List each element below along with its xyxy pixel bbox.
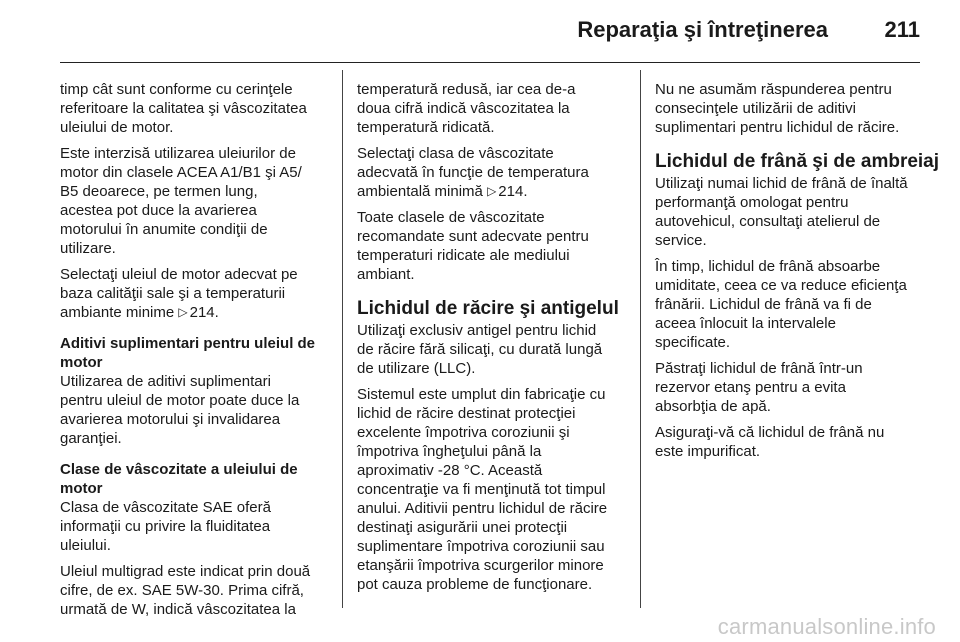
section-heading: Lichidul de frână şi de ambreiaj xyxy=(655,151,940,172)
paragraph: Nu ne asumăm răspunderea pentru consecinţele utilizării de aditivi suplimentari pentru lichidul de răcire. xyxy=(655,81,900,136)
paragraph: Utilizaţi numai lichid de frână de înaltă performanţă omologat pentru autovehicul, consultaţi atelierul de service. xyxy=(655,175,908,249)
paragraph: Utilizarea de aditivi suplimentari pentru uleiul de motor poate duce la avarierea motorului şi invalidarea garanţiei. xyxy=(60,373,300,447)
paragraph: Utilizaţi exclusiv antigel pentru lichid de răcire fără silicaţi, cu durată lungă de utilizare (LLC). xyxy=(357,322,603,377)
paragraph: Toate clasele de vâscozitate recomandate sunt adecvate pentru temperaturi ridicate ale mediului ambiant. xyxy=(357,209,589,283)
section-subheading: Aditivi suplimentari pentru uleiul de motor xyxy=(60,335,316,371)
column-divider xyxy=(342,70,343,608)
page-reference-link[interactable]: 214. xyxy=(189,304,219,321)
paragraph: Clasa de vâscozitate SAE oferă informaţii cu privire la fluiditatea uleiului. xyxy=(60,499,271,554)
page-header xyxy=(60,0,920,63)
paragraph xyxy=(60,265,332,322)
paragraph: Asiguraţi-vă că lichidul de frână nu este impurificat. xyxy=(655,424,885,460)
arrow-reference-icon: ▷ xyxy=(487,184,497,198)
paragraph: În timp, lichidul de frână absoarbe umiditate, ceea ce va reduce eficienţa frânării. Lichidul de frână va fi de aceea înlocuit la intervalele specificate. xyxy=(655,258,907,351)
page-title: Reparaţia şi întreţinerea xyxy=(577,17,828,42)
paragraph-text: Selectaţi clasa de vâscozitate adecvată în funcţie de temperatura ambientală minimă xyxy=(357,145,589,200)
column-3 xyxy=(655,80,950,468)
paragraph: Păstraţi lichidul de frână într-un rezervor etanş pentru a evita absorbţia de apă. xyxy=(655,360,863,415)
column-1 xyxy=(60,80,332,626)
paragraph: Sistemul este umplut din fabricaţie cu lichid de răcire destinat protecţiei excelente împotriva coroziunii şi împotriva îngheţului până la aproximativ -28 °C. Această concentraţie va fi menţinută tot timpul anului. Aditivii pentru lichidul de răcire destinaţi asigurării unei protecţii suplimentare împotriva coroziunii sau etanşării împotriva scurgerilor minore pot cauza probleme de funcţionare. xyxy=(357,386,608,593)
watermark: carmanualsonline.info xyxy=(717,614,936,639)
column-divider xyxy=(640,70,641,608)
paragraph: Uleiul multigrad este indicat prin două cifre, de ex. SAE 5W-30. Prima cifră, urmată de W, indică vâscozitatea la xyxy=(60,563,311,618)
paragraph: timp cât sunt conforme cu cerinţele referitoare la calitatea şi vâscozitatea uleiului de motor. xyxy=(60,81,307,136)
section-heading: Lichidul de răcire şi antigelul xyxy=(357,298,619,319)
paragraph-text: Selectaţi uleiul de motor adecvat pe baza calităţii sale şi a temperaturii ambiante minime xyxy=(60,266,298,321)
section-subheading: Clase de vâscozitate a uleiului de motor xyxy=(60,461,298,497)
paragraph: Este interzisă utilizarea uleiurilor de motor din clasele ACEA A1/B1 şi A5/ B5 deoarece, pe termen lung, acestea pot duce la avarierea motorului în anumite condiţii de utilizare. xyxy=(60,145,302,257)
paragraph: temperatură redusă, iar cea de-a doua cifră indică vâscozitatea la temperatură ridicată. xyxy=(357,81,576,136)
column-2 xyxy=(357,80,629,601)
paragraph xyxy=(357,144,629,201)
arrow-reference-icon: ▷ xyxy=(178,305,188,319)
page-number: 211 xyxy=(884,17,920,42)
page-reference-link[interactable]: 214. xyxy=(498,183,528,200)
